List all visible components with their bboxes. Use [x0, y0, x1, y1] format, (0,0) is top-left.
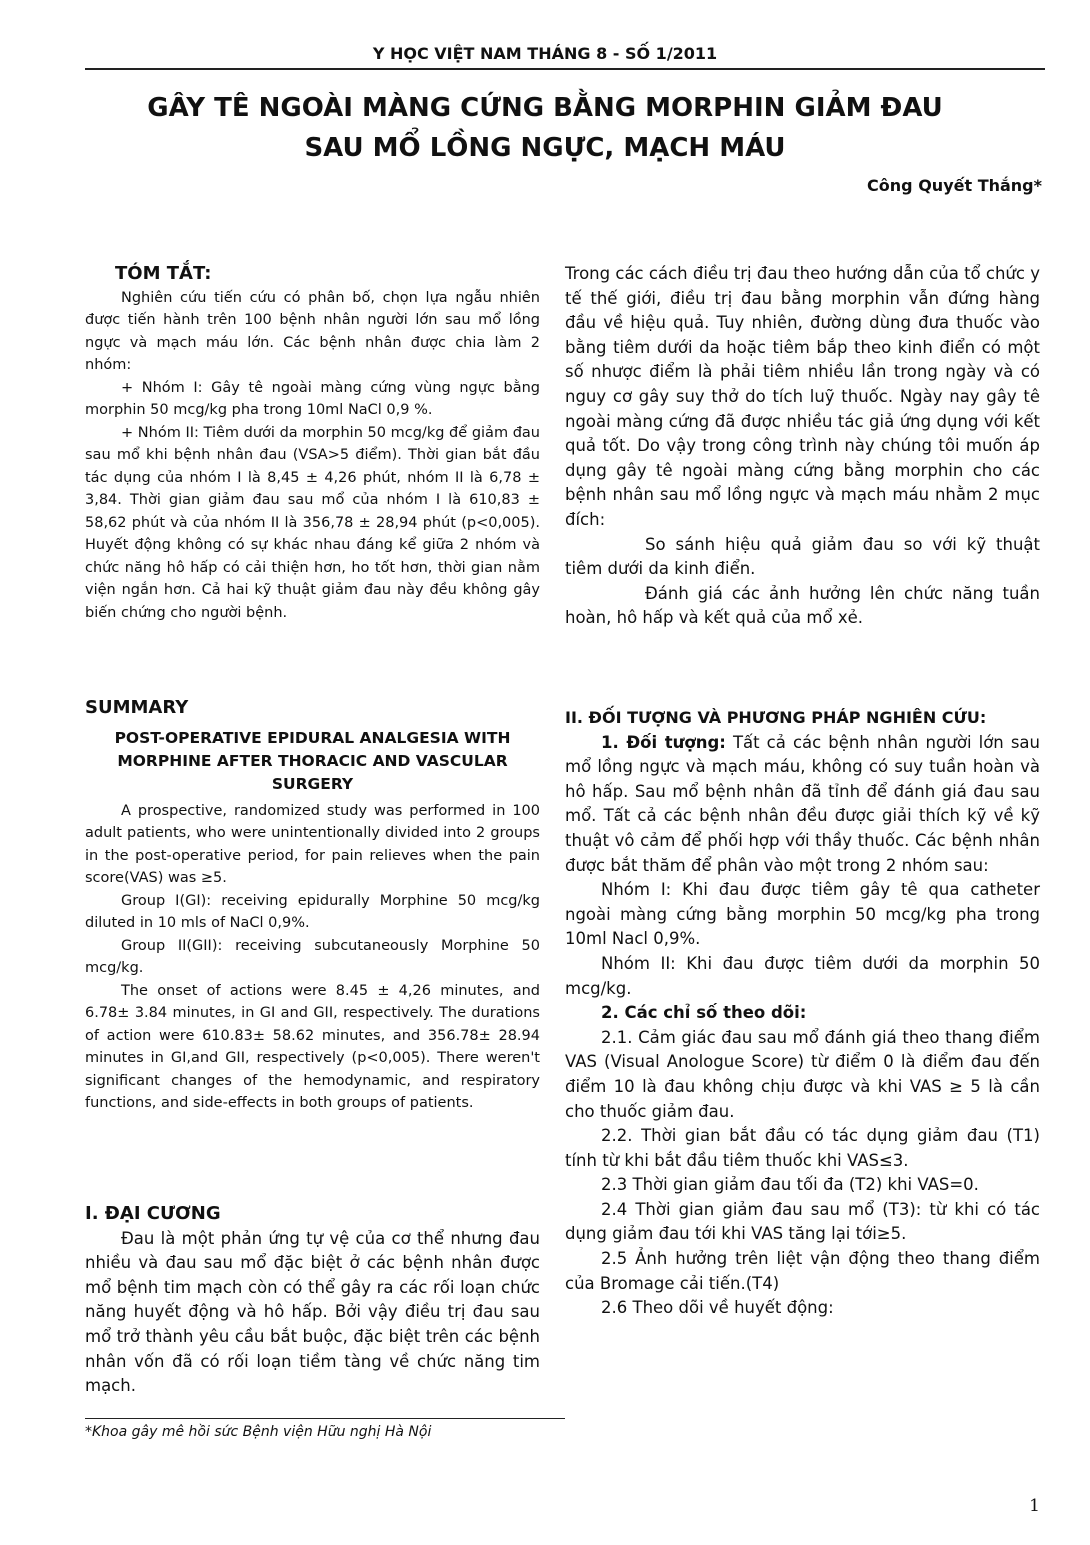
abstract-section: [85, 262, 540, 624]
intro-p1: Đau là một phản ứng tự vệ của cơ thể nhưng đau nhiều và đau sau mổ đặc biệt ở các bệnh nhân được mổ bệnh tim mạch còn có thể gây ra các rối loạn chức năng huyết động và hô hấp. Bởi vậy điều trị đau sau mổ trở thành yêu cầu bắt buộc, đặc biệt trên các bệnh nhân vốn đã có rối loạn tiềm tàng về chức năng tim mạch.: [85, 1228, 540, 1396]
indicator-item: 2.6 Theo dõi về huyết động:: [601, 1298, 834, 1318]
indicator-item: 2.3 Thời gian giảm đau tối đa (T2) khi VAS=0.: [601, 1175, 979, 1195]
summary-p1: A prospective, randomized study was performed in 100 adult patients, who were unintentionally divided into 2 groups in the post-operative period, for pain relieves when the pain score(VAS) was ≥5.: [85, 802, 540, 887]
summary-p3: Group II(GII): receiving subcutaneously Morphine 50 mcg/kg.: [85, 937, 540, 977]
summary-section: [85, 696, 540, 1115]
summary-p4: The onset of actions were 8.45 ± 4,26 minutes, and 6.78± 3.84 minutes, in GI and GII, respectively. The durations of action were 610.83± 58.62 minutes, and 356.78± 28.94 minutes in GI,and GII, respectively (p<0,005). There weren't significant changes of the hemodynamic, and respiratory functions, and side-effects in both groups of patients.: [85, 982, 540, 1112]
abstract-p3: + Nhóm II: Tiêm dưới da morphin 50 mcg/kg để giảm đau sau mổ khi bệnh nhân đau (VSA>5 điểm). Thời gian bắt đầu tác dụng của nhóm I là 8,45 ± 4,26 phút, nhóm II là 6,78 ± 3,84. Thời gian giảm đau sau mổ của nhóm I là 610,83 ± 58,62 phút và của nhóm II là 356,78 ± 28,94 phút (p<0,005). Huyết động không có sự khác nhau đáng kể giữa 2 nhóm và chức năng hô hấp có cải thiện hơn, ho tốt hơn, thời gian nằm viện ngắn hơn. Cả hai kỹ thuật giảm đau này đều không gây biến chứng cho người bệnh.: [85, 424, 540, 621]
intro-p2: Trong các cách điều trị đau theo hướng dẫn của tổ chức y tế thế giới, điều trị đau bằng morphin vẫn đứng hàng đầu về hiệu quả. Tuy nhiên, đường dùng đưa thuốc vào bằng tiêm dưới da hoặc tiêm bắp theo kinh điển có một số nhược điểm là phải tiêm nhiều lần trong ngày và có nguy cơ gây suy thở do tích luỹ thuốc. Ngày nay gây tê ngoài màng cứng đã được nhiều tác giả ứng dụng với kết quả tốt. Do vậy trong công trình này chúng tôi muốn áp dụng gây tê ngoài màng cứng bằng morphin cho các bệnh nhân sau mổ lồng ngực và mạch máu nhằm 2 mục đích:: [565, 264, 1040, 529]
footnote: *Khoa gây mê hồi sức Bệnh viện Hữu nghị Hà Nội: [85, 1424, 432, 1440]
indicator-item: 2.5 Ảnh hưởng trên liệt vận động theo thang điểm của Bromage cải tiến.(T4): [565, 1249, 1040, 1293]
intro-p3: So sánh hiệu quả giảm đau so với kỹ thuật tiêm dưới da kinh điển.: [565, 534, 1040, 579]
summary-p2: Group I(GI): receiving epidurally Morphine 50 mcg/kg diluted in 10 mls of NaCl 0,9%.: [85, 892, 540, 932]
intro-continued: [565, 262, 1040, 631]
subject-text: Tất cả các bệnh nhân người lớn sau mổ lồng ngực và mạch máu, không có suy tuần hoàn và hô hấp. Sau mổ bệnh nhân đã tỉnh để đánh giá đau sau mổ. Tất cả các bệnh nhân đều được giải thích kỹ về kỹ thuật vô cảm để phối hợp với thầy thuốc. Các bệnh nhân được bắt thăm để phân vào một trong 2 nhóm sau:: [565, 732, 1040, 875]
indicator-item: 2.2. Thời gian bắt đầu có tác dụng giảm đau (T1) tính từ khi bắt đầu tiêm thuốc khi VAS≤3.: [565, 1126, 1040, 1170]
footnote-rule: [85, 1418, 565, 1419]
indicators-heading: 2. Các chỉ số theo dõi:: [601, 1003, 807, 1023]
article-title: [60, 88, 1030, 168]
page-number: 1: [1029, 1496, 1040, 1516]
title-line-1: GÂY TÊ NGOÀI MÀNG CỨNG BẰNG MORPHIN GIẢM ĐAU: [147, 93, 943, 123]
indicator-item: 2.1. Cảm giác đau sau mổ đánh giá theo thang điểm VAS (Visual Anologue Score) từ điểm 0 là điểm đau đến điểm 10 là đau không chịu được và khi VAS ≥ 5 là cần cho thuốc giảm đau.: [565, 1027, 1040, 1121]
intro-heading: I. ĐẠI CƯƠNG: [85, 1203, 221, 1224]
summary-title: POST-OPERATIVE EPIDURAL ANALGESIA WITH MORPHINE AFTER THORACIC AND VASCULAR SURGERY: [114, 728, 511, 793]
title-line-2: SAU MỔ LỒNG NGỰC, MẠCH MÁU: [304, 133, 786, 163]
group-1: Nhóm I: Khi đau được tiêm gây tê qua catheter ngoài màng cứng bằng morphin 50 mcg/kg pha trong 10ml Nacl 0,9%.: [565, 880, 1040, 949]
abstract-p2: + Nhóm I: Gây tê ngoài màng cứng vùng ngực bằng morphin 50 mcg/kg pha trong 10ml NaCl 0,9 %.: [85, 379, 540, 419]
summary-heading: SUMMARY: [85, 697, 189, 718]
abstract-heading: TÓM TẮT:: [115, 263, 212, 284]
author: Công Quyết Thắng*: [867, 176, 1042, 195]
header-rule: [85, 68, 1045, 70]
methods-heading: II. ĐỐI TƯỢNG VÀ PHƯƠNG PHÁP NGHIÊN CỨU:: [565, 708, 987, 727]
abstract-p1: Nghiên cứu tiến cứu có phân bố, chọn lựa ngẫu nhiên được tiến hành trên 100 bệnh nhân người lớn sau mổ lồng ngực và mạch máu lớn. Các bệnh nhân được chia làm 2 nhóm:: [85, 289, 540, 374]
intro-section: [85, 1202, 540, 1399]
group-2: Nhóm II: Khi đau được tiêm dưới da morphin 50 mcg/kg.: [565, 953, 1040, 998]
methods-section: [565, 706, 1040, 1321]
intro-p4: Đánh giá các ảnh hưởng lên chức năng tuần hoàn, hô hấp và kết quả của mổ xẻ.: [565, 583, 1040, 628]
journal-header: Y HỌC VIỆT NAM THÁNG 8 - SỐ 1/2011: [372, 44, 718, 63]
subject-label: 1. Đối tượng:: [601, 732, 726, 752]
indicator-item: 2.4 Thời gian giảm đau sau mổ (T3): từ khi có tác dụng giảm đau tới khi VAS tăng lại tới≥5.: [565, 1199, 1040, 1244]
